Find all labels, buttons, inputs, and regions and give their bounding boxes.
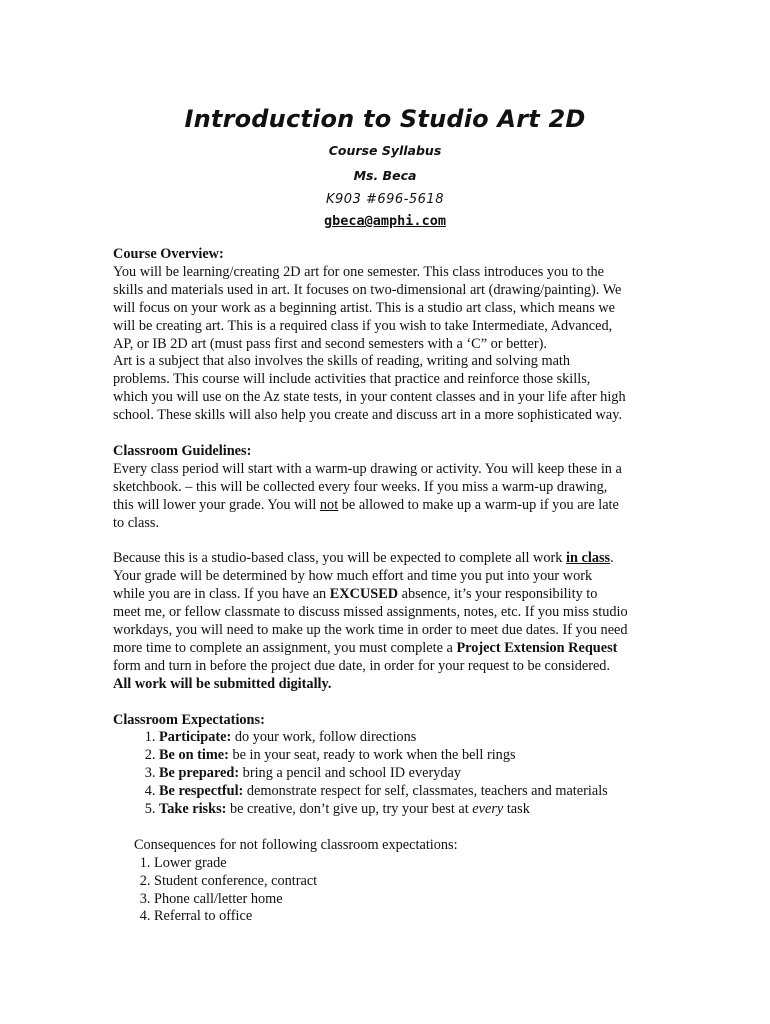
course-overview-section xyxy=(113,246,673,425)
classroom-expectations-section xyxy=(113,712,673,927)
item-emphasis: every xyxy=(472,801,504,818)
syllabus-body xyxy=(113,246,673,926)
text-span: more time to complete an assignment, you must complete a xyxy=(113,639,457,656)
overview-line: school. These skills will also help you create and discuss art in a more sophisticated way. xyxy=(113,407,623,424)
list-item xyxy=(159,765,673,783)
list-item: 2. Student conference, contract xyxy=(154,873,673,891)
studio-paragraph-line: meet me, or fellow classmate to discuss missed assignments, notes, etc. If you miss studio xyxy=(113,604,628,621)
section-heading: Classroom Expectations: xyxy=(113,711,265,728)
studio-paragraph-line xyxy=(113,586,673,604)
section-heading: Classroom Guidelines: xyxy=(113,442,252,459)
text-span: . xyxy=(610,550,614,567)
list-item xyxy=(159,747,673,765)
section-heading: Course Overview: xyxy=(113,246,224,262)
overview-line: skills and materials used in art. It focuses on two-dimensional art (drawing/painting). We xyxy=(113,281,622,298)
spacer xyxy=(113,819,673,837)
item-label: Participate: xyxy=(159,729,232,746)
teacher-name: Ms. Beca xyxy=(353,168,417,183)
list-item xyxy=(159,801,673,819)
spacer xyxy=(113,694,673,712)
syllabus-header xyxy=(0,100,770,230)
text-span: Because this is a studio-based class, you will be expected to complete all work xyxy=(113,550,567,567)
overview-line: will be creating art. This is a required class if you wish to take Intermediate, Advanced, xyxy=(113,317,613,334)
item-text: bring a pencil and school ID everyday xyxy=(239,765,462,782)
overview-line: Art is a subject that also involves the skills of reading, writing and solving math xyxy=(113,353,571,370)
page-title: Introduction to Studio Art 2D xyxy=(184,105,586,133)
item-label: Be respectful: xyxy=(159,783,244,800)
item-text: demonstrate respect for self, classmates, teachers and materials xyxy=(243,783,608,800)
teacher-email-link[interactable]: gbeca@amphi.com xyxy=(324,213,446,229)
overview-line: will focus on your work as a beginning artist. This is a studio art class, which means we xyxy=(113,299,616,316)
text-span: be allowed to make up a warm-up if you are late xyxy=(338,496,619,513)
list-item xyxy=(159,729,673,747)
course-subtitle: Course Syllabus xyxy=(328,143,442,158)
item-label: Take risks: xyxy=(159,801,227,818)
emphasis-in-class: in class xyxy=(566,550,611,567)
overview-line: which you will use on the Az state tests, in your content classes and in your life after high xyxy=(113,389,626,406)
emphasis-not: not xyxy=(319,496,339,513)
classroom-guidelines-section xyxy=(113,443,673,694)
text-span: while you are in class. If you have an xyxy=(113,586,330,603)
digital-submission-note: All work will be submitted digitally. xyxy=(113,675,332,692)
studio-paragraph-line: workdays, you will need to make up the work time in order to meet due dates. If you need xyxy=(113,622,628,638)
teacher-phone: K903 #696-5618 xyxy=(326,192,444,207)
item-text: task xyxy=(503,801,530,818)
guidelines-line: to class. xyxy=(113,514,160,531)
item-label: Be on time: xyxy=(159,747,229,764)
spacer xyxy=(113,532,673,550)
overview-line: You will be learning/creating 2D art for one semester. This class introduces you to the xyxy=(113,263,605,280)
guidelines-line xyxy=(113,497,673,515)
guidelines-line: Every class period will start with a warm-up drawing or activity. You will keep these in a xyxy=(113,460,622,477)
item-text: be creative, don’t give up, try your best at xyxy=(226,801,473,818)
list-item xyxy=(159,783,673,801)
consequences-list xyxy=(113,855,673,927)
studio-paragraph-line xyxy=(113,550,673,568)
text-span: this will lower your grade. You will xyxy=(113,496,320,513)
spacer xyxy=(113,425,673,443)
item-text: do your work, follow directions xyxy=(231,729,417,746)
list-item: 3. Phone call/letter home xyxy=(154,891,673,909)
list-item: 1. Lower grade xyxy=(154,855,673,873)
expectations-list xyxy=(113,729,673,819)
emphasis-extension-request: Project Extension Request xyxy=(456,639,618,656)
list-item: 4. Referral to office xyxy=(154,908,673,926)
item-label: Be prepared: xyxy=(159,765,240,782)
item-text: be in your seat, ready to work when the bell rings xyxy=(228,747,516,764)
text-span: absence, it’s your responsibility to xyxy=(398,586,598,603)
studio-paragraph-line: Your grade will be determined by how much effort and time you put into your work xyxy=(113,568,593,585)
studio-paragraph-line: form and turn in before the project due date, in order for your request to be considered. xyxy=(113,657,611,674)
overview-line: AP, or IB 2D art (must pass first and second semesters with a ‘C” or better). xyxy=(113,335,547,352)
studio-paragraph-line xyxy=(113,640,673,658)
emphasis-excused: EXCUSED xyxy=(329,586,399,603)
consequences-heading: Consequences for not following classroom expectations: xyxy=(134,836,458,853)
guidelines-line: sketchbook. – this will be collected every four weeks. If you miss a warm-up drawing, xyxy=(113,478,608,495)
overview-line: problems. This course will include activities that practice and reinforce those skills, xyxy=(113,371,591,388)
